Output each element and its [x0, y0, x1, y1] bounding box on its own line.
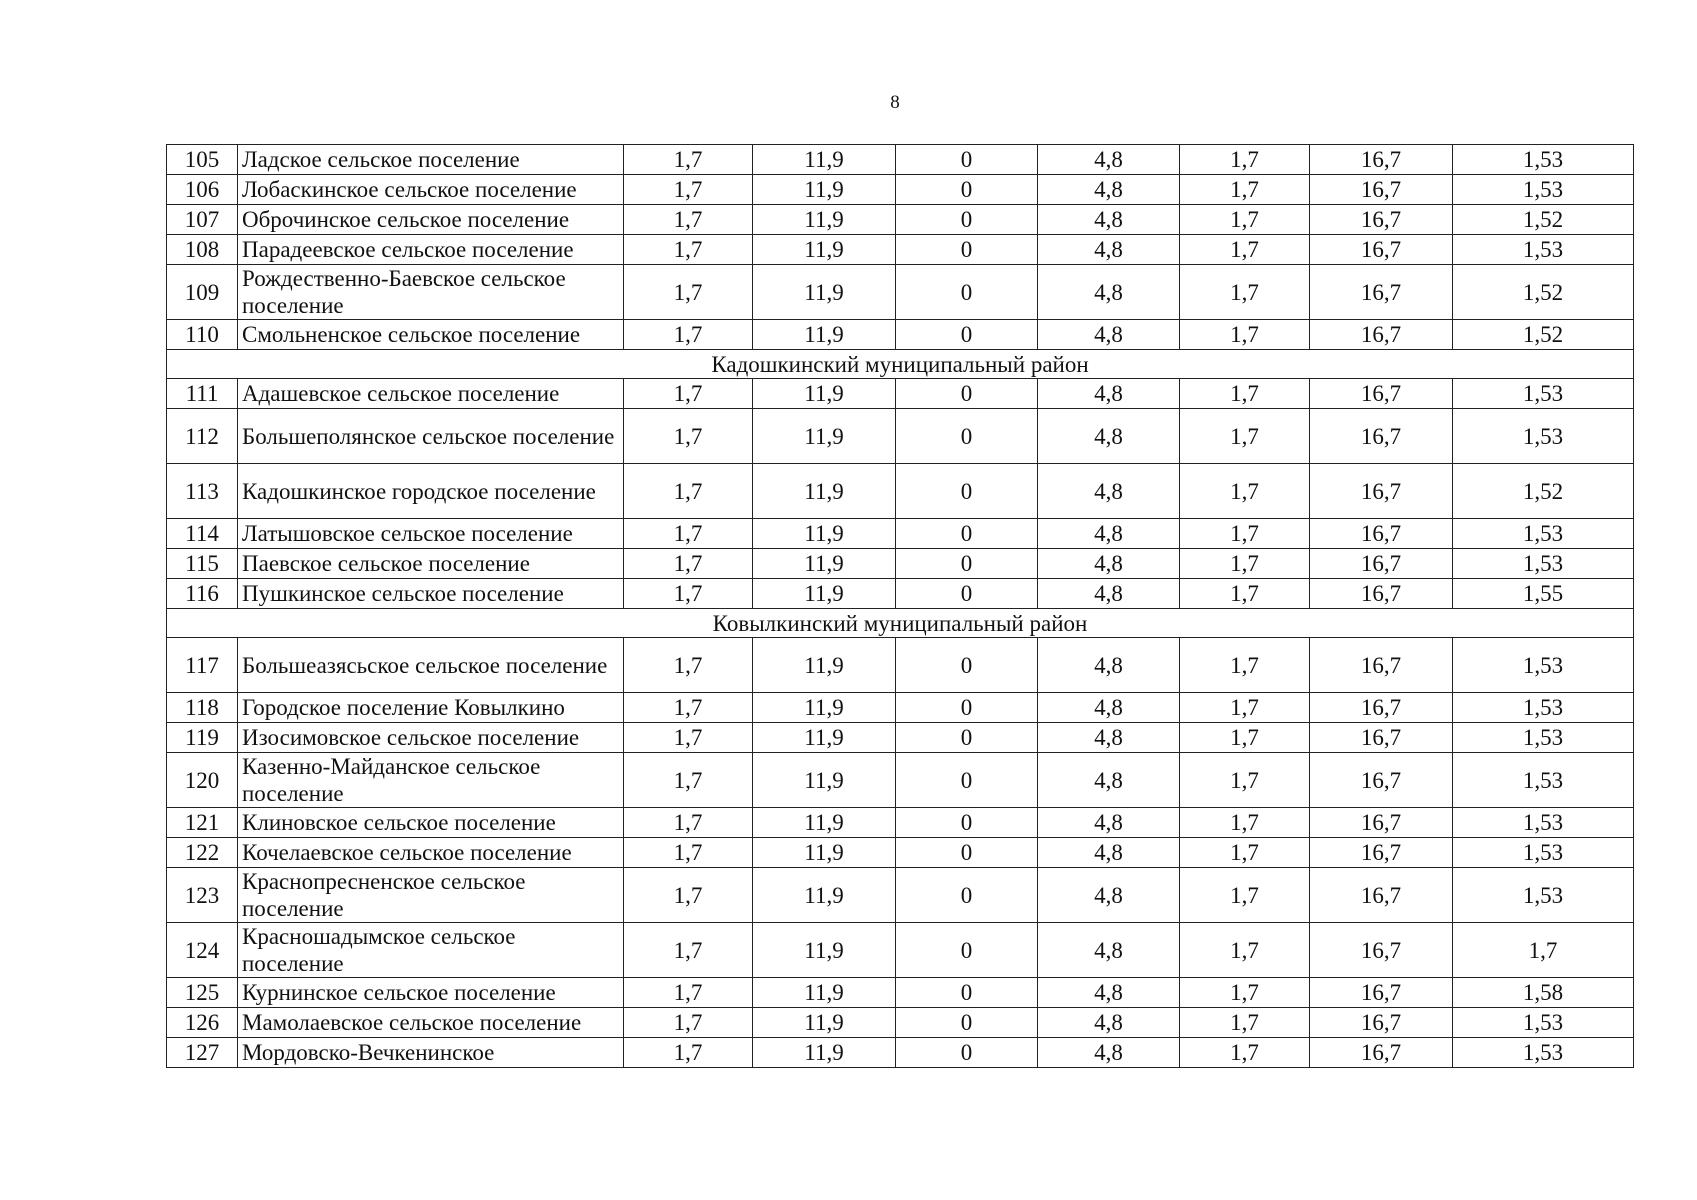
value-cell: 11,9 — [753, 693, 896, 723]
table-row — [167, 265, 1634, 320]
value-cell: 1,7 — [1180, 145, 1310, 175]
row-number: 115 — [167, 549, 238, 579]
table-row — [167, 409, 1634, 464]
value-cell: 16,7 — [1310, 205, 1453, 235]
value-cell: 16,7 — [1310, 693, 1453, 723]
value-cell: 1,58 — [1453, 978, 1634, 1008]
value-cell: 1,7 — [624, 519, 753, 549]
value-cell: 1,7 — [624, 978, 753, 1008]
value-cell: 11,9 — [753, 1008, 896, 1038]
row-number: 127 — [167, 1038, 238, 1068]
value-cell: 1,7 — [624, 549, 753, 579]
value-cell: 0 — [896, 808, 1038, 838]
value-cell: 0 — [896, 379, 1038, 409]
table-row — [167, 235, 1634, 265]
settlement-name: Изосимовское сельское поселение — [238, 723, 624, 753]
value-cell: 4,8 — [1038, 978, 1180, 1008]
settlement-name: Курнинское сельское поселение — [238, 978, 624, 1008]
value-cell: 4,8 — [1038, 579, 1180, 609]
value-cell: 0 — [896, 265, 1038, 320]
value-cell: 16,7 — [1310, 379, 1453, 409]
value-cell: 1,7 — [1180, 868, 1310, 923]
value-cell: 1,7 — [1180, 379, 1310, 409]
value-cell: 16,7 — [1310, 723, 1453, 753]
value-cell: 1,7 — [624, 464, 753, 519]
value-cell: 1,7 — [624, 808, 753, 838]
row-number: 121 — [167, 808, 238, 838]
value-cell: 1,53 — [1453, 519, 1634, 549]
value-cell: 1,7 — [624, 205, 753, 235]
value-cell: 16,7 — [1310, 320, 1453, 350]
value-cell: 16,7 — [1310, 868, 1453, 923]
value-cell: 11,9 — [753, 409, 896, 464]
value-cell: 11,9 — [753, 549, 896, 579]
table-row — [167, 978, 1634, 1008]
data-table — [166, 144, 1634, 1068]
table-row — [167, 379, 1634, 409]
value-cell: 16,7 — [1310, 265, 1453, 320]
value-cell: 1,7 — [624, 638, 753, 693]
value-cell: 11,9 — [753, 1038, 896, 1068]
row-number: 113 — [167, 464, 238, 519]
value-cell: 11,9 — [753, 145, 896, 175]
district-header-row — [167, 350, 1634, 379]
row-number: 105 — [167, 145, 238, 175]
value-cell: 0 — [896, 1038, 1038, 1068]
value-cell: 1,7 — [1180, 519, 1310, 549]
settlement-name: Парадеевское сельское поселение — [238, 235, 624, 265]
value-cell: 0 — [896, 464, 1038, 519]
value-cell: 0 — [896, 549, 1038, 579]
value-cell: 11,9 — [753, 265, 896, 320]
row-number: 106 — [167, 175, 238, 205]
row-number: 122 — [167, 838, 238, 868]
value-cell: 0 — [896, 579, 1038, 609]
value-cell: 4,8 — [1038, 1038, 1180, 1068]
row-number: 110 — [167, 320, 238, 350]
settlement-name: Городское поселение Ковылкино — [238, 693, 624, 723]
table-row — [167, 723, 1634, 753]
value-cell: 1,52 — [1453, 205, 1634, 235]
value-cell: 1,53 — [1453, 808, 1634, 838]
value-cell: 16,7 — [1310, 235, 1453, 265]
value-cell: 1,7 — [1180, 723, 1310, 753]
value-cell: 1,53 — [1453, 145, 1634, 175]
value-cell: 16,7 — [1310, 175, 1453, 205]
value-cell: 0 — [896, 868, 1038, 923]
row-number: 117 — [167, 638, 238, 693]
settlement-name: Мордовско-Вечкенинское — [238, 1038, 624, 1068]
table-body — [167, 145, 1634, 1068]
row-number: 111 — [167, 379, 238, 409]
value-cell: 1,7 — [1180, 175, 1310, 205]
settlement-name: Оброчинское сельское поселение — [238, 205, 624, 235]
value-cell: 4,8 — [1038, 838, 1180, 868]
value-cell: 4,8 — [1038, 923, 1180, 978]
value-cell: 1,7 — [1180, 320, 1310, 350]
value-cell: 16,7 — [1310, 838, 1453, 868]
value-cell: 0 — [896, 978, 1038, 1008]
value-cell: 1,7 — [624, 923, 753, 978]
value-cell: 4,8 — [1038, 409, 1180, 464]
value-cell: 11,9 — [753, 868, 896, 923]
value-cell: 1,52 — [1453, 320, 1634, 350]
settlement-name: Адашевское сельское поселение — [238, 379, 624, 409]
table-row — [167, 1008, 1634, 1038]
table-row — [167, 579, 1634, 609]
value-cell: 1,7 — [1180, 1038, 1310, 1068]
settlement-name: Смольненское сельское поселение — [238, 320, 624, 350]
table-row — [167, 808, 1634, 838]
value-cell: 11,9 — [753, 320, 896, 350]
value-cell: 0 — [896, 638, 1038, 693]
value-cell: 1,7 — [624, 838, 753, 868]
value-cell: 4,8 — [1038, 1008, 1180, 1038]
row-number: 116 — [167, 579, 238, 609]
table-row — [167, 205, 1634, 235]
row-number: 114 — [167, 519, 238, 549]
value-cell: 1,7 — [624, 753, 753, 808]
value-cell: 11,9 — [753, 978, 896, 1008]
value-cell: 11,9 — [753, 235, 896, 265]
value-cell: 11,9 — [753, 808, 896, 838]
value-cell: 0 — [896, 1008, 1038, 1038]
table-row — [167, 519, 1634, 549]
value-cell: 1,53 — [1453, 638, 1634, 693]
table-row — [167, 1038, 1634, 1068]
value-cell: 1,7 — [624, 379, 753, 409]
row-number: 118 — [167, 693, 238, 723]
value-cell: 1,53 — [1453, 235, 1634, 265]
value-cell: 1,53 — [1453, 838, 1634, 868]
value-cell: 11,9 — [753, 923, 896, 978]
value-cell: 0 — [896, 923, 1038, 978]
value-cell: 11,9 — [753, 579, 896, 609]
row-number: 107 — [167, 205, 238, 235]
value-cell: 1,52 — [1453, 265, 1634, 320]
value-cell: 1,7 — [624, 265, 753, 320]
value-cell: 4,8 — [1038, 808, 1180, 838]
value-cell: 16,7 — [1310, 579, 1453, 609]
value-cell: 4,8 — [1038, 693, 1180, 723]
settlement-name: Краснопресненское сельское поселение — [238, 868, 624, 923]
value-cell: 16,7 — [1310, 638, 1453, 693]
value-cell: 11,9 — [753, 638, 896, 693]
settlement-name: Кадошкинское городское поселение — [238, 464, 624, 519]
settlement-name: Лобаскинское сельское поселение — [238, 175, 624, 205]
table-row — [167, 838, 1634, 868]
value-cell: 1,7 — [1180, 838, 1310, 868]
value-cell: 4,8 — [1038, 145, 1180, 175]
value-cell: 1,7 — [1180, 808, 1310, 838]
value-cell: 0 — [896, 235, 1038, 265]
row-number: 108 — [167, 235, 238, 265]
table-row — [167, 549, 1634, 579]
value-cell: 4,8 — [1038, 464, 1180, 519]
value-cell: 1,53 — [1453, 1008, 1634, 1038]
row-number: 126 — [167, 1008, 238, 1038]
value-cell: 1,53 — [1453, 549, 1634, 579]
table-row — [167, 923, 1634, 978]
value-cell: 11,9 — [753, 723, 896, 753]
district-title: Кадошкинский муниципальный район — [167, 350, 1634, 379]
value-cell: 1,53 — [1453, 409, 1634, 464]
value-cell: 1,7 — [624, 145, 753, 175]
table-row — [167, 320, 1634, 350]
value-cell: 16,7 — [1310, 1038, 1453, 1068]
value-cell: 4,8 — [1038, 175, 1180, 205]
value-cell: 1,7 — [1180, 579, 1310, 609]
settlement-name: Мамолаевское сельское поселение — [238, 1008, 624, 1038]
value-cell: 1,7 — [1180, 1008, 1310, 1038]
table-row — [167, 464, 1634, 519]
settlement-name: Ладское сельское поселение — [238, 145, 624, 175]
value-cell: 1,53 — [1453, 723, 1634, 753]
value-cell: 1,7 — [624, 723, 753, 753]
value-cell: 1,7 — [624, 1038, 753, 1068]
value-cell: 4,8 — [1038, 723, 1180, 753]
table-row — [167, 175, 1634, 205]
value-cell: 11,9 — [753, 379, 896, 409]
value-cell: 16,7 — [1310, 409, 1453, 464]
page-number: 8 — [890, 92, 900, 113]
value-cell: 4,8 — [1038, 753, 1180, 808]
value-cell: 16,7 — [1310, 549, 1453, 579]
value-cell: 0 — [896, 320, 1038, 350]
value-cell: 1,53 — [1453, 379, 1634, 409]
value-cell: 16,7 — [1310, 519, 1453, 549]
value-cell: 1,7 — [624, 320, 753, 350]
value-cell: 16,7 — [1310, 145, 1453, 175]
table-row — [167, 693, 1634, 723]
value-cell: 1,7 — [1180, 638, 1310, 693]
value-cell: 1,52 — [1453, 464, 1634, 519]
value-cell: 1,7 — [624, 1008, 753, 1038]
table-row — [167, 145, 1634, 175]
value-cell: 1,53 — [1453, 175, 1634, 205]
value-cell: 1,7 — [624, 175, 753, 205]
value-cell: 4,8 — [1038, 638, 1180, 693]
value-cell: 11,9 — [753, 753, 896, 808]
row-number: 123 — [167, 868, 238, 923]
value-cell: 0 — [896, 753, 1038, 808]
value-cell: 11,9 — [753, 838, 896, 868]
row-number: 124 — [167, 923, 238, 978]
value-cell: 1,7 — [1180, 753, 1310, 808]
value-cell: 1,7 — [1180, 409, 1310, 464]
value-cell: 11,9 — [753, 175, 896, 205]
value-cell: 0 — [896, 519, 1038, 549]
value-cell: 4,8 — [1038, 379, 1180, 409]
value-cell: 1,53 — [1453, 693, 1634, 723]
settlement-name: Большеазясьское сельское поселение — [238, 638, 624, 693]
row-number: 112 — [167, 409, 238, 464]
value-cell: 0 — [896, 409, 1038, 464]
value-cell: 1,7 — [624, 579, 753, 609]
value-cell: 16,7 — [1310, 753, 1453, 808]
value-cell: 1,7 — [1180, 978, 1310, 1008]
table-row — [167, 868, 1634, 923]
value-cell: 4,8 — [1038, 235, 1180, 265]
value-cell: 0 — [896, 175, 1038, 205]
settlement-name: Рождественно-Баевское сельское поселение — [238, 265, 624, 320]
value-cell: 1,7 — [624, 868, 753, 923]
value-cell: 1,7 — [1180, 464, 1310, 519]
row-number: 120 — [167, 753, 238, 808]
value-cell: 1,7 — [1180, 549, 1310, 579]
settlement-name: Кочелаевское сельское поселение — [238, 838, 624, 868]
settlement-name: Большеполянское сельское поселение — [238, 409, 624, 464]
row-number: 109 — [167, 265, 238, 320]
value-cell: 16,7 — [1310, 923, 1453, 978]
value-cell: 1,53 — [1453, 753, 1634, 808]
value-cell: 16,7 — [1310, 808, 1453, 838]
value-cell: 16,7 — [1310, 464, 1453, 519]
value-cell: 4,8 — [1038, 265, 1180, 320]
value-cell: 1,7 — [1180, 235, 1310, 265]
value-cell: 4,8 — [1038, 519, 1180, 549]
value-cell: 11,9 — [753, 519, 896, 549]
value-cell: 1,7 — [624, 409, 753, 464]
value-cell: 1,53 — [1453, 868, 1634, 923]
row-number: 119 — [167, 723, 238, 753]
settlement-name: Казенно-Майданское сельское поселение — [238, 753, 624, 808]
value-cell: 4,8 — [1038, 549, 1180, 579]
settlement-name: Пушкинское сельское поселение — [238, 579, 624, 609]
value-cell: 4,8 — [1038, 868, 1180, 923]
value-cell: 1,7 — [1180, 923, 1310, 978]
value-cell: 0 — [896, 693, 1038, 723]
value-cell: 1,7 — [624, 235, 753, 265]
value-cell: 0 — [896, 145, 1038, 175]
value-cell: 1,7 — [1180, 693, 1310, 723]
value-cell: 16,7 — [1310, 978, 1453, 1008]
value-cell: 16,7 — [1310, 1008, 1453, 1038]
value-cell: 0 — [896, 723, 1038, 753]
table-row — [167, 753, 1634, 808]
settlement-name: Латышовское сельское поселение — [238, 519, 624, 549]
district-header-row — [167, 609, 1634, 638]
value-cell: 0 — [896, 205, 1038, 235]
value-cell: 4,8 — [1038, 205, 1180, 235]
value-cell: 1,7 — [1180, 205, 1310, 235]
row-number: 125 — [167, 978, 238, 1008]
value-cell: 1,55 — [1453, 579, 1634, 609]
district-title: Ковылкинский муниципальный район — [167, 609, 1634, 638]
value-cell: 1,7 — [624, 693, 753, 723]
value-cell: 11,9 — [753, 464, 896, 519]
value-cell: 4,8 — [1038, 320, 1180, 350]
value-cell: 0 — [896, 838, 1038, 868]
value-cell: 1,7 — [1453, 923, 1634, 978]
settlement-name: Красношадымское сельское поселение — [238, 923, 624, 978]
value-cell: 1,7 — [1180, 265, 1310, 320]
value-cell: 1,53 — [1453, 1038, 1634, 1068]
settlement-name: Паевское сельское поселение — [238, 549, 624, 579]
settlement-name: Клиновское сельское поселение — [238, 808, 624, 838]
table-row — [167, 638, 1634, 693]
value-cell: 11,9 — [753, 205, 896, 235]
